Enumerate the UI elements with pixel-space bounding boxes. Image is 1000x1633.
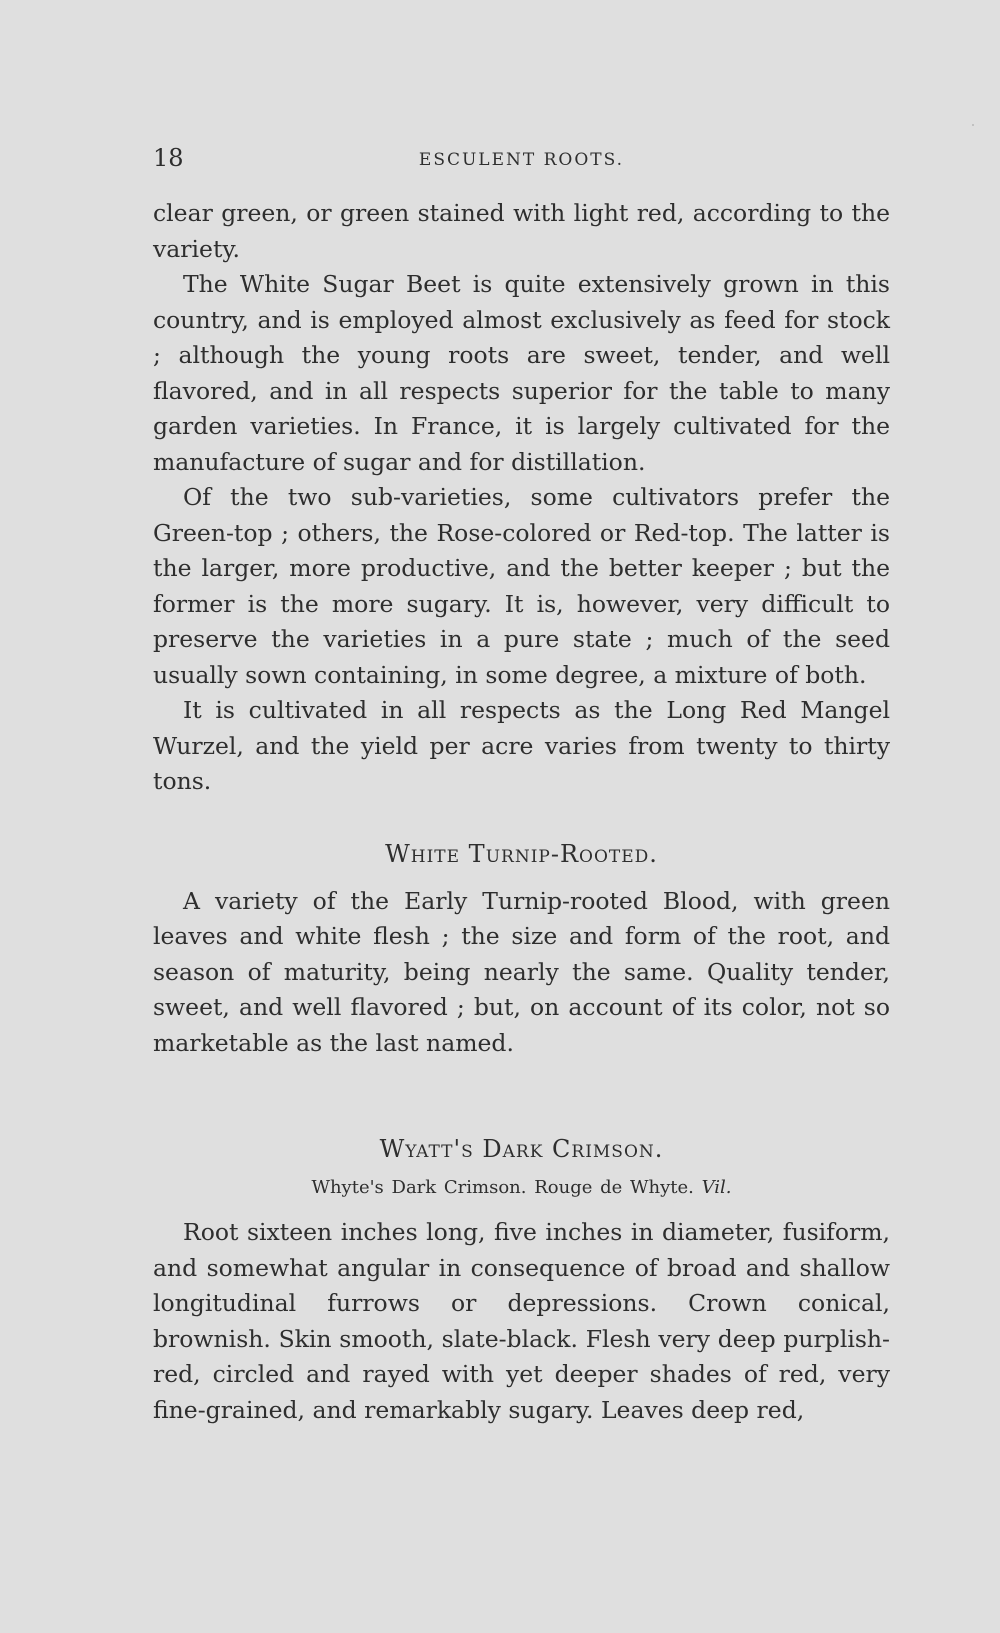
paragraph-cultivation: It is cultivated in all respects as the Long Red Mangel Wurzel, and the yield per acre varies from twenty to thirty tons.: [153, 696, 890, 795]
synonyms-line: [153, 1171, 890, 1205]
paragraph-continued: clear green, or green stained with light red, according to the variety.: [153, 199, 890, 263]
paragraph-sub-varieties: Of the two sub-varieties, some cultivators prefer the Green-top ; others, the Rose-colored or Red-top. The latter is the larger, more productive, and the better keeper ; but the former is the more sugary. It is, however, very difficult to preserve the varieties in a pure state ; much of the seed usually sown containing, in some degree, a mixture of both.: [153, 483, 890, 689]
running-title: ESCULENT ROOTS.: [418, 150, 625, 170]
section-heading-wyatts-dark-crimson: Wyatt's Dark Crimson.: [379, 1135, 664, 1163]
paragraph-white-sugar-beet: The White Sugar Beet is quite extensively grown in this country, and is employed almost exclusively as feed for stock ; although the young roots are sweet, tender, and well flavored, and in all respects superior for the table to many garden varieties. In France, it is largely cultivated for the manufacture of sugar and for distillation.: [153, 270, 890, 476]
page-number: 18: [153, 144, 184, 172]
paragraph-wyatts-dark-crimson: Root sixteen inches long, five inches in diameter, fusiform, and somewhat angular in consequence of broad and shallow longitudinal furrows or depressions. Crown conical, brownish. Skin smooth, slate-black. Flesh very deep purplish-red, circled and rayed with yet deeper shades of red, very fine-grained, and remarkably sugary. Leaves deep red,: [153, 1218, 890, 1424]
running-head: [153, 140, 890, 176]
book-page: [153, 140, 890, 1428]
synonyms-text: Whyte's Dark Crimson. Rouge de Whyte.: [311, 1177, 694, 1198]
synonym-author: Vil.: [701, 1177, 732, 1198]
paragraph-white-turnip-rooted: A variety of the Early Turnip-rooted Blood, with green leaves and white flesh ; the size and form of the root, and season of maturity, being nearly the same. Quality tender, sweet, and well flavored ; but, on account of its color, not so marketable as the last named.: [153, 886, 890, 1057]
section-heading-white-turnip-rooted: White Turnip-Rooted.: [385, 839, 658, 868]
paper-speck: [972, 124, 974, 126]
